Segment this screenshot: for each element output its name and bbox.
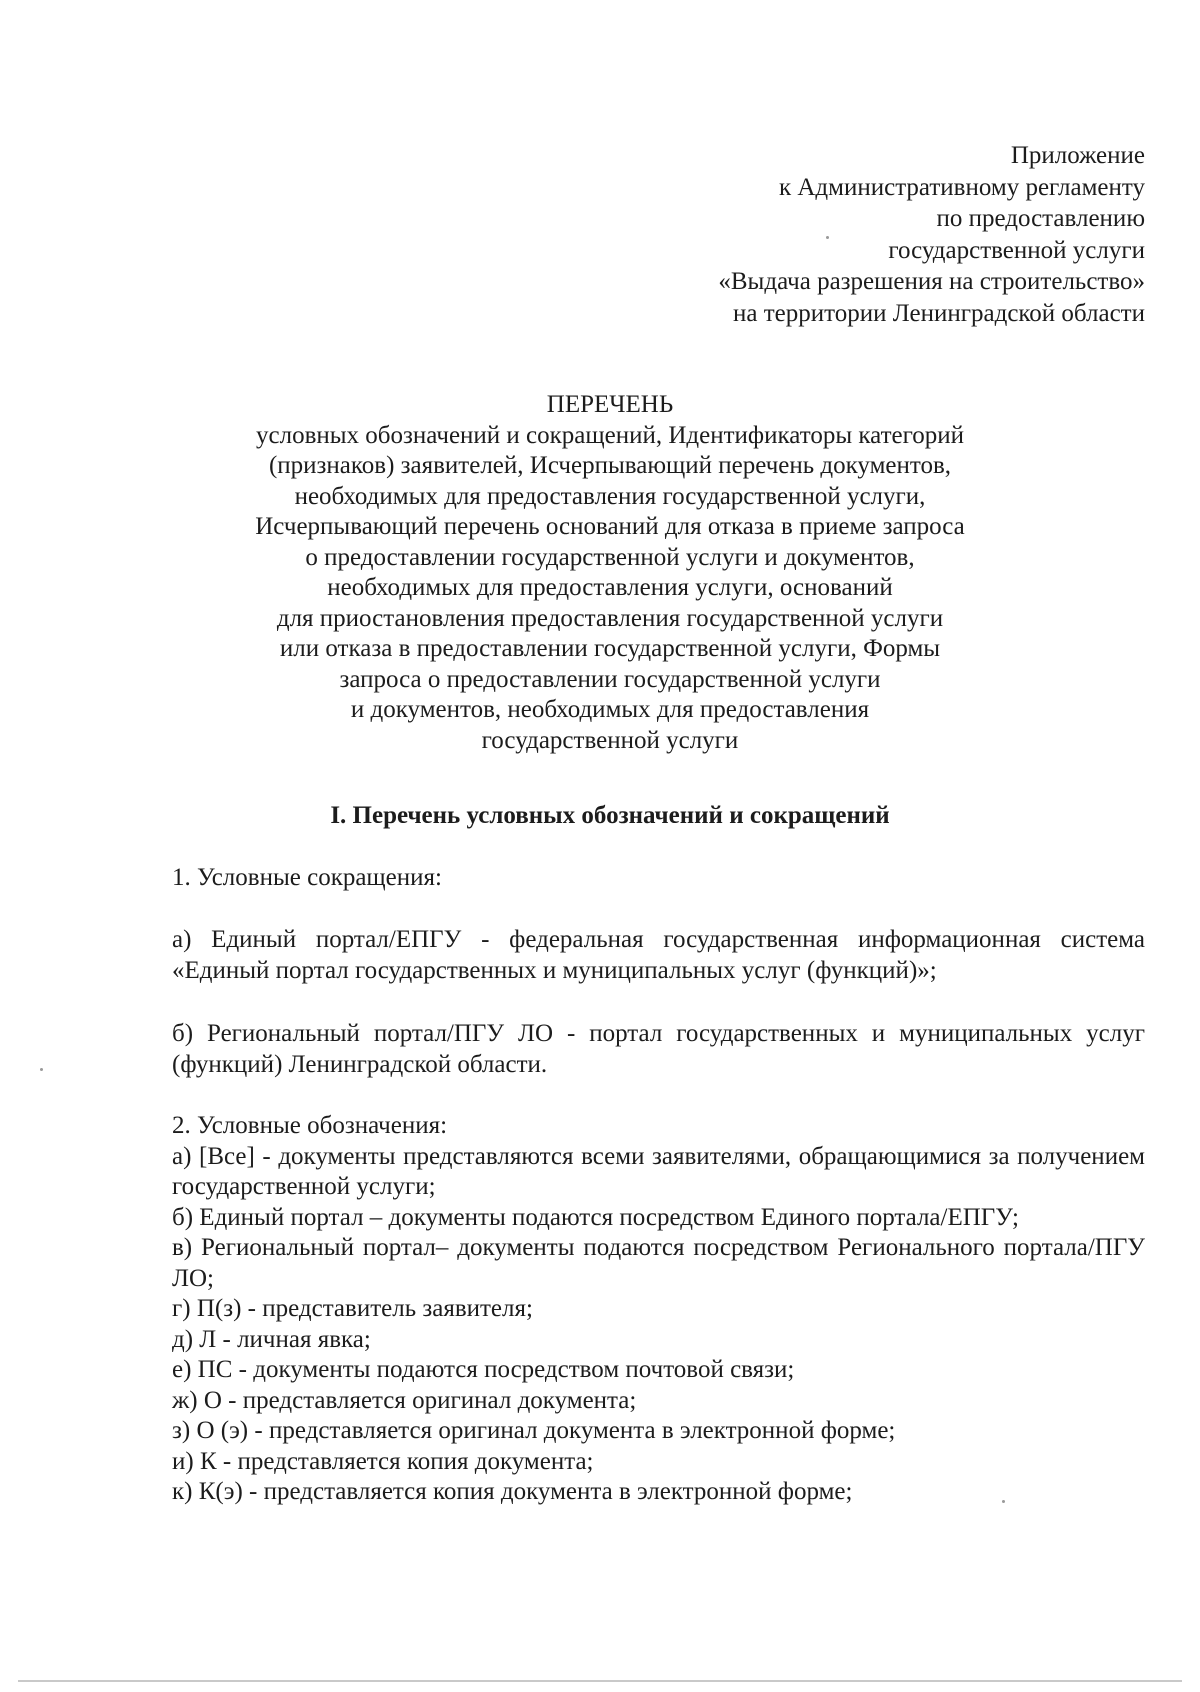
approval-line: государственной услуги [888, 236, 1145, 264]
symbol-item: б) Единый портал – документы подаются посредством Единого портала/ЕПГУ; [172, 1203, 1019, 1231]
document-title [230, 390, 990, 756]
symbols-heading: 2. Условные обозначения: [172, 1112, 448, 1139]
title-line: для приостановления предоставления государственной услуги [276, 604, 944, 632]
title-line: или отказа в предоставлении государственной услуги, Формы [279, 635, 941, 662]
symbol-item: д) Л - личная явка; [172, 1325, 371, 1353]
title-line: и документов, необходимых для предоставления [350, 696, 870, 723]
title-line: запроса о предоставлении государственной услуги [339, 665, 881, 693]
symbol-item: ж) О - представляется оригинал документа; [172, 1386, 637, 1414]
approval-line: «Выдача разрешения на строительство» [718, 268, 1145, 295]
symbol-item: в) Региональный портал– документы подаются посредством Регионального портала/ПГУ ЛО; [172, 1234, 1145, 1292]
scan-artifact [1002, 1500, 1005, 1503]
scan-artifact [826, 236, 829, 239]
title-heading: ПЕРЕЧЕНЬ [546, 391, 674, 418]
title-line: государственной услуги [481, 726, 739, 754]
abbreviation-item: б) Региональный портал/ПГУ ЛО - портал государственных и муниципальных услуг (функций) Ленинградской области. [172, 1020, 1145, 1078]
title-line: условных обозначений и сокращений, Идентификаторы категорий [256, 421, 964, 449]
symbol-item: и) К - представляется копия документа; [172, 1447, 594, 1475]
title-line: Исчерпывающий перечень оснований для отказа в приеме запроса [255, 513, 965, 540]
approval-line: Приложение [1010, 142, 1145, 169]
approval-line: на территории Ленинградской области [733, 299, 1145, 327]
title-line: необходимых для предоставления государственной услуги, [294, 482, 926, 510]
symbol-item: а) [Все] - документы представляются всеми заявителями, обращающимися за получением государственной услуги; [172, 1142, 1145, 1200]
approval-line: к Административному регламенту [778, 173, 1145, 201]
title-line: о предоставлении государственной услуги и документов, [305, 543, 915, 571]
symbol-item: з) О (э) - представляется оригинал документа в электронной форме; [172, 1417, 896, 1444]
symbols-list [172, 1111, 1145, 1508]
title-line: (признаков) заявителей, Исчерпывающий перечень документов, [268, 452, 952, 479]
scan-artifact [40, 1068, 43, 1071]
section-heading: I. Перечень условных обозначений и сокращений [330, 802, 890, 829]
approval-line: по предоставлению [936, 205, 1145, 232]
symbol-item: к) К(э) - представляется копия документа в электронной форме; [172, 1478, 853, 1505]
abbreviations-heading: 1. Условные сокращения: [172, 864, 442, 891]
symbol-item: г) П(з) - представитель заявителя; [172, 1295, 533, 1322]
title-line: необходимых для предоставления услуги, оснований [327, 574, 893, 601]
symbol-item: е) ПС - документы подаются посредством почтовой связи; [172, 1356, 795, 1383]
abbreviation-item: а) Единый портал/ЕПГУ - федеральная государственная информационная система «Единый портал государственных и муниципальных услуг (функций)»; [172, 926, 1145, 984]
approval-block [525, 140, 1145, 329]
page-bottom-edge [18, 1680, 1182, 1682]
